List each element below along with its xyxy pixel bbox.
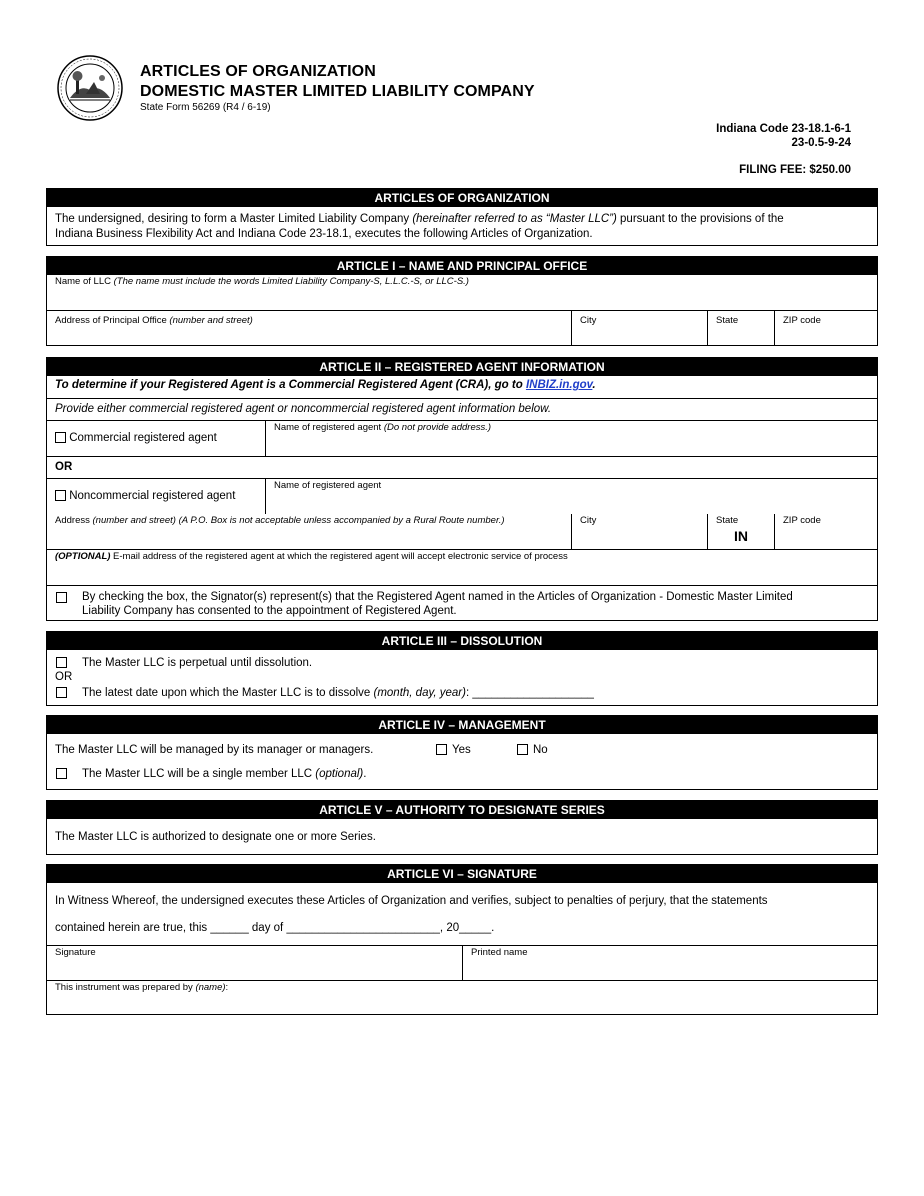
dissolve-date-checkbox[interactable] xyxy=(56,687,67,698)
prepared-by-field[interactable]: This instrument was prepared by (name): xyxy=(47,980,877,1014)
or-label: OR xyxy=(55,671,73,683)
section-title: ARTICLE III – DISSOLUTION xyxy=(47,632,877,650)
agent-consent-text: By checking the box, the Signator(s) represent(s) that the Registered Agent named in the Articles of Organization - Domestic Master Limited xyxy=(82,591,793,603)
managed-yes-label: Yes xyxy=(452,744,471,756)
section-title: ARTICLE VI – SIGNATURE xyxy=(47,865,877,883)
section-title: ARTICLE V – AUTHORITY TO DESIGNATE SERIES xyxy=(47,801,877,819)
single-member-label: The Master LLC will be a single member LLC (optional). xyxy=(82,768,367,780)
agent-address-row xyxy=(47,514,877,549)
commercial-agent-label: Commercial registered agent xyxy=(69,432,217,444)
section-article-6 xyxy=(46,864,878,1015)
noncommercial-agent-name-field[interactable]: Name of registered agent xyxy=(265,479,877,514)
form-title: ARTICLES OF ORGANIZATION xyxy=(140,63,376,80)
indiana-code-line2: 23-0.5-9-24 xyxy=(791,137,851,149)
series-text: The Master LLC is authorized to designate one or more Series. xyxy=(55,831,376,843)
agent-address-field[interactable]: Address (number and street) (A P.O. Box is not acceptable unless accompanied by a Rural Route number.) xyxy=(55,515,505,526)
agent-email-field[interactable]: (OPTIONAL) E-mail address of the registered agent at which the registered agent will accept electronic service of process xyxy=(47,549,877,585)
provide-instruction: Provide either commercial registered agent or noncommercial registered agent information below. xyxy=(55,403,552,415)
intro-text-line2: Indiana Business Flexibility Act and Indiana Code 23-18.1, executes the following Articles of Organization. xyxy=(55,228,593,240)
section-title: ARTICLE IV – MANAGEMENT xyxy=(47,716,877,734)
perpetual-label: The Master LLC is perpetual until dissolution. xyxy=(82,657,313,669)
perpetual-checkbox[interactable] xyxy=(56,657,67,668)
form-number: State Form 56269 (R4 / 6-19) xyxy=(140,102,271,113)
cra-instruction: To determine if your Registered Agent is a Commercial Registered Agent (CRA), go to INBIZ.in.gov. xyxy=(55,379,596,391)
commercial-agent-checkbox[interactable] xyxy=(55,432,66,443)
or-label: OR xyxy=(55,461,73,473)
principal-office-address-field[interactable]: Address of Principal Office (number and street) xyxy=(55,315,253,326)
principal-office-address-row xyxy=(47,310,877,345)
agent-state-field[interactable]: State IN xyxy=(707,514,774,549)
agent-consent-text-line2: Liability Company has consented to the appointment of Registered Agent. xyxy=(82,605,457,617)
section-title: ARTICLE I – NAME AND PRINCIPAL OFFICE xyxy=(47,257,877,275)
section-title: ARTICLES OF ORGANIZATION xyxy=(47,189,877,207)
section-article-5 xyxy=(46,800,878,855)
principal-office-zip-field[interactable]: ZIP code xyxy=(774,311,878,345)
witness-text: In Witness Whereof, the undersigned executes these Articles of Organization and verifies, subject to penalties of perjury, that the statements xyxy=(55,895,768,907)
principal-office-state-field[interactable]: State xyxy=(707,311,774,345)
section-title: ARTICLE II – REGISTERED AGENT INFORMATION xyxy=(47,358,877,376)
agent-consent-checkbox[interactable] xyxy=(56,592,67,603)
principal-office-city-field[interactable]: City xyxy=(571,311,707,345)
state-seal-icon xyxy=(56,54,124,122)
single-member-checkbox[interactable] xyxy=(56,768,67,779)
managed-yes-checkbox[interactable] xyxy=(436,744,447,755)
form-subtitle: DOMESTIC MASTER LIMITED LIABILITY COMPANY xyxy=(140,83,535,100)
indiana-code-line1: Indiana Code 23-18.1-6-1 xyxy=(716,123,851,135)
managed-no-checkbox[interactable] xyxy=(517,744,528,755)
contained-text[interactable]: contained herein are true, this ______ day of ________________________, 20_____. xyxy=(55,922,495,934)
llc-name-field[interactable]: Name of LLC (The name must include the words Limited Liability Company-S, L.L.C.-S, or LLC-S.) xyxy=(55,276,469,287)
dissolve-date-input[interactable]: : ___________________ xyxy=(465,687,594,699)
dissolve-date-label: The latest date upon which the Master LLC is to dissolve (month, day, year): ___________________ xyxy=(82,687,594,699)
agent-city-field[interactable]: City xyxy=(571,514,707,549)
section-article-4 xyxy=(46,715,878,790)
noncommercial-agent-checkbox[interactable] xyxy=(55,490,66,501)
agent-zip-field[interactable]: ZIP code xyxy=(774,514,878,549)
section-article-2 xyxy=(46,357,878,621)
section-article-1 xyxy=(46,256,878,346)
section-articles-of-organization xyxy=(46,188,878,246)
noncommercial-agent-label: Noncommercial registered agent xyxy=(69,490,236,502)
commercial-agent-name-field[interactable]: Name of registered agent (Do not provide address.) xyxy=(265,421,877,456)
managed-no-label: No xyxy=(533,744,548,756)
intro-text: The undersigned, desiring to form a Master Limited Liability Company (hereinafter referred to as “Master LLC”) pursuant to the provisions of the xyxy=(55,213,784,225)
inbiz-link[interactable]: INBIZ.in.gov xyxy=(525,379,593,391)
managed-label: The Master LLC will be managed by its manager or managers. xyxy=(55,744,374,756)
printed-name-field[interactable]: Printed name xyxy=(462,946,877,980)
filing-fee: FILING FEE: $250.00 xyxy=(739,164,851,176)
agent-state-value: IN xyxy=(734,528,748,544)
signature-field[interactable]: Signature xyxy=(55,947,96,958)
section-article-3 xyxy=(46,631,878,706)
